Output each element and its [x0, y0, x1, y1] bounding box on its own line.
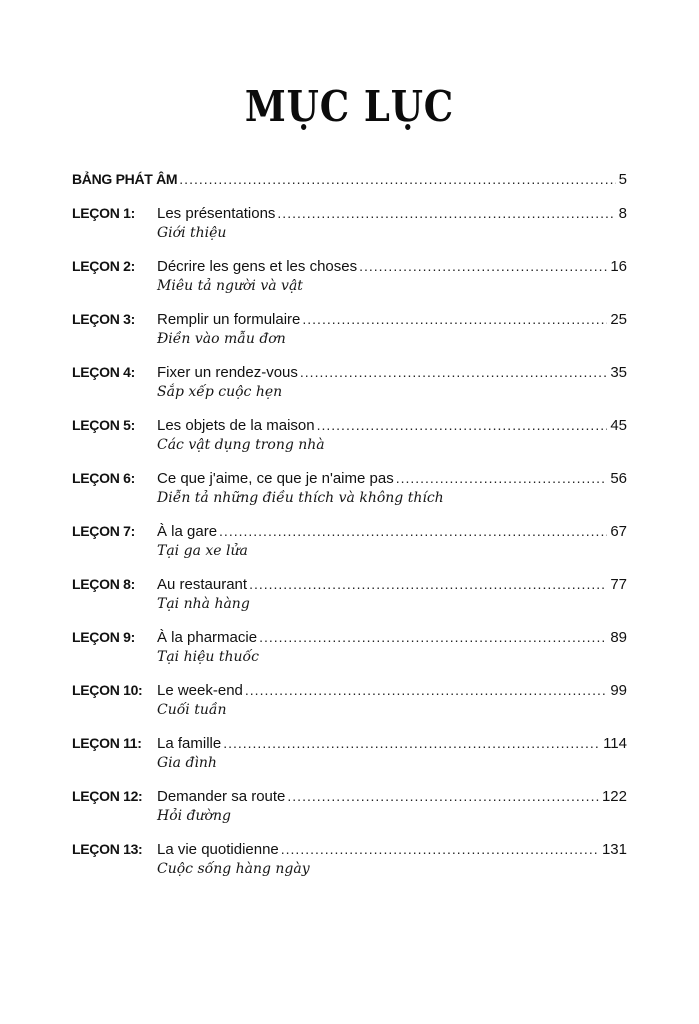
toc-entry-title: Fixer un rendez-vous: [157, 364, 298, 381]
toc-entry-subtitle: Các vật dụng trong nhà: [157, 437, 325, 453]
page-title: MỤC LỤC: [244, 82, 455, 131]
toc-entry-subtitle: Diễn tả những điều thích và không thích: [157, 490, 444, 506]
toc-entry-label: LEÇON 10:: [72, 682, 143, 698]
toc-entry-title: Remplir un formulaire: [157, 311, 301, 328]
toc-entry-subtitle: Tại nhà hàng: [157, 596, 250, 612]
toc-entry-title: Le week-end: [157, 682, 243, 699]
toc-entry[interactable]: [72, 628, 627, 667]
toc-entry[interactable]: [72, 840, 627, 879]
toc-entry-label: LEÇON 6:: [72, 470, 135, 486]
toc-entry-label: LEÇON 8:: [72, 576, 135, 592]
toc-entry-label: LEÇON 13:: [72, 841, 143, 857]
toc-entry-title: À la pharmacie: [157, 629, 258, 646]
leader-dots: [259, 628, 607, 647]
toc-entry-label: BẢNG PHÁT ÂM: [72, 171, 178, 187]
toc-entry-subtitle: Tại hiệu thuốc: [157, 649, 259, 665]
toc-page-number: 45: [610, 417, 627, 434]
toc-entry-label: LEÇON 12:: [72, 788, 143, 804]
toc-entry[interactable]: [72, 363, 627, 402]
leader-dots: [281, 840, 599, 859]
toc-entry-title: Au restaurant: [157, 576, 248, 593]
toc-entry-subtitle: Hỏi đường: [157, 808, 231, 824]
toc-entry[interactable]: [72, 416, 627, 455]
leader-dots: [245, 681, 607, 700]
toc-entry-label: LEÇON 2:: [72, 258, 135, 274]
toc-entry[interactable]: [72, 787, 627, 826]
leader-dots: [302, 310, 607, 329]
toc-page-number: 8: [618, 205, 627, 222]
leader-dots: [359, 257, 607, 276]
toc-entry-title: La famille: [157, 735, 222, 752]
leader-dots: [219, 522, 607, 541]
toc-entry-title: Ce que j'aime, ce que je n'aime pas: [157, 470, 394, 487]
leader-dots: [287, 787, 599, 806]
leader-dots: [277, 204, 615, 223]
toc-entry-label: LEÇON 4:: [72, 364, 135, 380]
toc-entry[interactable]: [72, 257, 627, 296]
toc-entry[interactable]: [72, 575, 627, 614]
toc-page-number: 56: [610, 470, 627, 487]
toc-entry-title: À la gare: [157, 523, 218, 540]
table-of-contents: [72, 170, 627, 893]
toc-entry-label: LEÇON 9:: [72, 629, 135, 645]
leader-dots: [317, 416, 608, 435]
toc-page-number: 89: [610, 629, 627, 646]
toc-page-number: 5: [618, 171, 627, 188]
toc-entry-subtitle: Tại ga xe lửa: [157, 543, 248, 559]
toc-entry-subtitle: Miêu tả người và vật: [157, 278, 303, 294]
toc-entry-subtitle: Sắp xếp cuộc hẹn: [157, 384, 283, 400]
toc-entry-title: Les objets de la maison: [157, 417, 315, 434]
toc-entry-title: Les présentations: [157, 205, 276, 222]
toc-entry[interactable]: [72, 469, 627, 508]
toc-entry[interactable]: [72, 204, 627, 243]
toc-page-number: 99: [610, 682, 627, 699]
toc-page-number: 77: [610, 576, 627, 593]
leader-dots: [179, 170, 615, 189]
toc-entry-label: LEÇON 3:: [72, 311, 135, 327]
toc-entry[interactable]: [72, 522, 627, 561]
toc-entry[interactable]: [72, 310, 627, 349]
toc-entry[interactable]: [72, 681, 627, 720]
toc-entry-subtitle: Cuộc sống hàng ngày: [157, 861, 310, 877]
toc-page-number: 35: [610, 364, 627, 381]
toc-entry-subtitle: Điền vào mẫu đơn: [157, 331, 286, 347]
toc-page-number: 25: [610, 311, 627, 328]
toc-page-number: 67: [610, 523, 627, 540]
toc-entry-title: La vie quotidienne: [157, 841, 279, 858]
toc-entry-label: LEÇON 11:: [72, 735, 142, 751]
toc-entry-title: Décrire les gens et les choses: [157, 258, 358, 275]
leader-dots: [396, 469, 608, 488]
toc-page-number: 122: [601, 788, 627, 805]
toc-page-number: 114: [603, 735, 627, 752]
toc-entry-label: LEÇON 1:: [72, 205, 135, 221]
toc-entry-title: Demander sa route: [157, 788, 286, 805]
leader-dots: [300, 363, 607, 382]
toc-entry-label: LEÇON 7:: [72, 523, 135, 539]
toc-entry-label: LEÇON 5:: [72, 417, 135, 433]
leader-dots: [223, 734, 600, 753]
toc-entry-subtitle: Cuối tuần: [157, 702, 227, 718]
toc-entry-subtitle: Gia đình: [157, 755, 217, 771]
leader-dots: [249, 575, 607, 594]
toc-page-number: 131: [601, 841, 627, 858]
toc-entry-intro[interactable]: [72, 170, 627, 189]
toc-page-number: 16: [610, 258, 627, 275]
toc-entry[interactable]: [72, 734, 627, 773]
toc-entry-subtitle: Giới thiệu: [157, 225, 227, 241]
